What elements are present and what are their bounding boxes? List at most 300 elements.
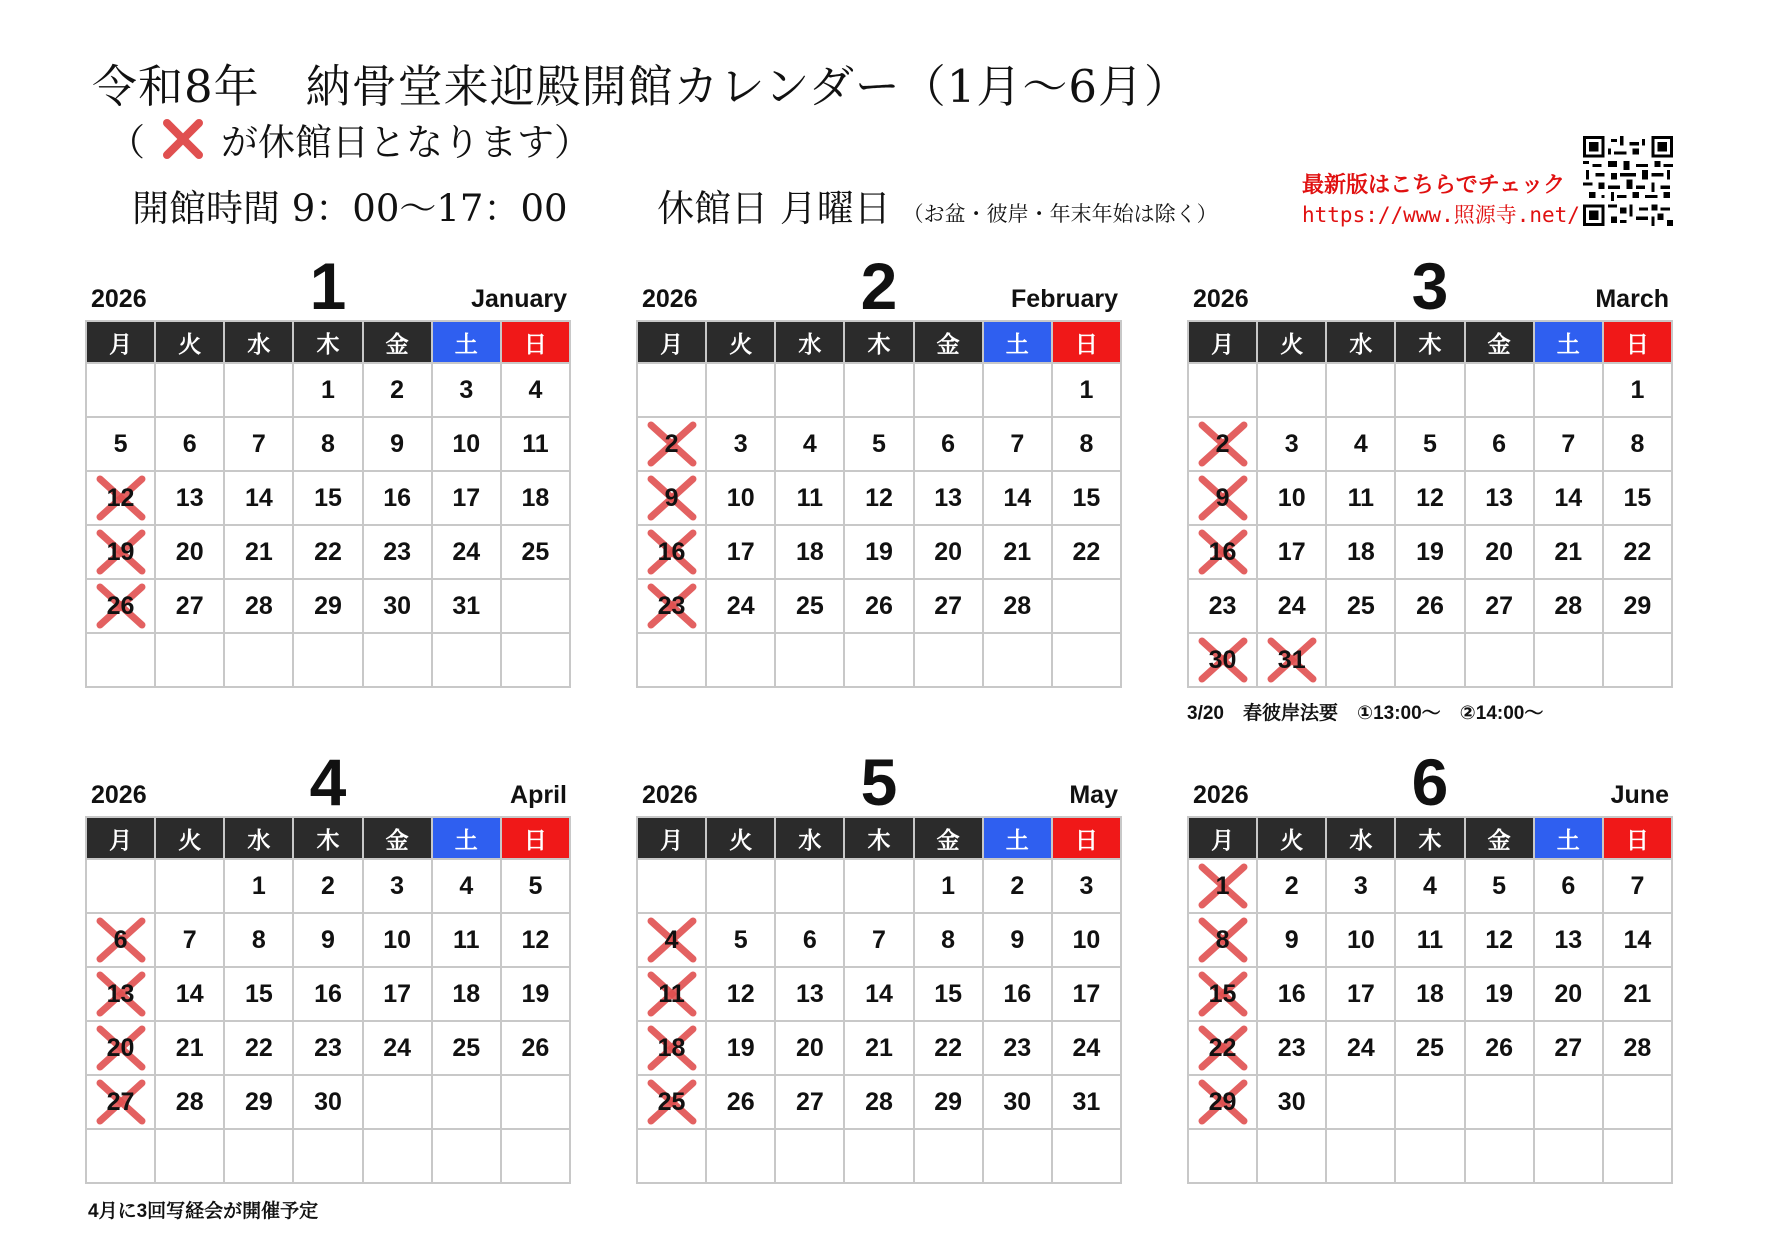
day-cell: 16 <box>1257 967 1326 1021</box>
closed-day-mark <box>643 915 701 965</box>
empty-cell <box>432 1129 501 1183</box>
day-number: 31 <box>1277 646 1306 674</box>
closed-day-mark <box>1194 915 1252 965</box>
weekday-header: 火 <box>1257 817 1326 859</box>
day-cell: 5 <box>1465 859 1534 913</box>
closed-day: 休館日 月曜日 <box>657 187 891 230</box>
week-row <box>86 579 570 633</box>
day-cell: 22 <box>914 1021 983 1075</box>
weekday-header: 日 <box>1052 817 1121 859</box>
empty-cell <box>224 1129 293 1183</box>
day-cell: 11 <box>432 913 501 967</box>
weekday-header: 水 <box>1326 817 1395 859</box>
week-row <box>86 913 570 967</box>
day-cell: 19 <box>1395 525 1464 579</box>
day-cell: 1 <box>1603 363 1672 417</box>
week-row <box>637 859 1121 913</box>
day-number: 22 <box>1208 1034 1237 1062</box>
day-number: 18 <box>657 1034 686 1062</box>
day-cell: 7 <box>983 417 1052 471</box>
latest-version-note: 最新版はこちらでチェック <box>1302 172 1566 198</box>
month-calendar <box>85 248 571 688</box>
empty-cell <box>983 363 1052 417</box>
empty-cell <box>501 633 570 687</box>
day-cell: 18 <box>775 525 844 579</box>
day-number: 2 <box>664 430 679 458</box>
weekday-header: 日 <box>1603 817 1672 859</box>
month-name: April <box>510 781 567 809</box>
day-cell: 15 <box>293 471 362 525</box>
closed-day-cell <box>1188 525 1257 579</box>
closed-day-mark <box>92 581 150 631</box>
calendar-table <box>1187 320 1673 688</box>
day-number: 8 <box>1215 926 1230 954</box>
week-row <box>637 417 1121 471</box>
day-cell: 17 <box>1257 525 1326 579</box>
empty-cell <box>293 1129 362 1183</box>
day-cell: 6 <box>775 913 844 967</box>
day-cell: 21 <box>844 1021 913 1075</box>
month-year: 2026 <box>91 285 147 313</box>
day-cell: 4 <box>1395 859 1464 913</box>
day-cell: 17 <box>432 471 501 525</box>
week-row <box>1188 967 1672 1021</box>
week-row <box>1188 525 1672 579</box>
month-number: 5 <box>860 745 898 819</box>
calendar-table <box>1187 816 1673 1184</box>
empty-cell <box>1534 1075 1603 1129</box>
empty-cell <box>501 1129 570 1183</box>
empty-cell <box>1395 633 1464 687</box>
day-cell: 16 <box>363 471 432 525</box>
day-cell: 31 <box>432 579 501 633</box>
day-cell: 1 <box>293 363 362 417</box>
day-cell: 15 <box>914 967 983 1021</box>
day-cell: 18 <box>1395 967 1464 1021</box>
weekday-header: 木 <box>1395 321 1464 363</box>
closed-day-cell <box>86 579 155 633</box>
day-cell: 4 <box>775 417 844 471</box>
month-calendar <box>1187 744 1673 1184</box>
calendar-table <box>85 816 571 1184</box>
day-number: 19 <box>106 538 135 566</box>
day-cell: 7 <box>155 913 224 967</box>
day-cell: 24 <box>1326 1021 1395 1075</box>
month-number: 2 <box>860 249 898 323</box>
weekday-header: 月 <box>86 817 155 859</box>
page-title: 令和8年 納骨堂来迎殿開館カレンダー（1月～6月） <box>92 60 1190 113</box>
day-cell: 10 <box>363 913 432 967</box>
weekday-header: 水 <box>775 321 844 363</box>
day-number: 27 <box>106 1088 135 1116</box>
day-cell: 12 <box>1395 471 1464 525</box>
empty-cell <box>637 633 706 687</box>
hours-row <box>132 178 1218 232</box>
weekday-header: 土 <box>432 817 501 859</box>
weekday-header: 水 <box>1326 321 1395 363</box>
empty-cell <box>224 633 293 687</box>
closed-day-mark <box>643 419 701 469</box>
closed-day-cell <box>1188 859 1257 913</box>
day-cell: 10 <box>432 417 501 471</box>
empty-cell <box>1603 1129 1672 1183</box>
day-cell: 21 <box>1603 967 1672 1021</box>
day-cell: 10 <box>1257 471 1326 525</box>
week-row <box>637 363 1121 417</box>
closed-day-mark <box>92 1077 150 1127</box>
day-cell: 18 <box>1326 525 1395 579</box>
empty-cell <box>706 1129 775 1183</box>
week-row <box>637 471 1121 525</box>
weekday-header: 水 <box>224 321 293 363</box>
month-number: 4 <box>309 745 347 819</box>
closed-day-cell <box>1188 1075 1257 1129</box>
day-cell: 5 <box>706 913 775 967</box>
closed-day-cell <box>86 967 155 1021</box>
weekday-header: 日 <box>501 817 570 859</box>
empty-cell <box>1395 1075 1464 1129</box>
empty-cell <box>363 1075 432 1129</box>
closed-day-mark <box>1194 1023 1252 1073</box>
week-row <box>86 1129 570 1183</box>
closed-day-cell <box>86 1075 155 1129</box>
day-cell: 14 <box>983 471 1052 525</box>
weekday-header: 金 <box>363 321 432 363</box>
empty-cell <box>637 363 706 417</box>
day-cell: 24 <box>363 1021 432 1075</box>
closed-day-cell <box>1188 417 1257 471</box>
closed-day-mark <box>643 527 701 577</box>
calendar-table <box>636 816 1122 1184</box>
day-cell: 3 <box>363 859 432 913</box>
empty-cell <box>1326 1129 1395 1183</box>
qr-code-icon[interactable] <box>1583 136 1673 226</box>
day-cell: 20 <box>914 525 983 579</box>
closed-legend <box>108 112 591 166</box>
empty-cell <box>155 633 224 687</box>
week-row <box>86 417 570 471</box>
weekday-header: 火 <box>155 321 224 363</box>
day-cell: 14 <box>1534 471 1603 525</box>
day-cell: 3 <box>1257 417 1326 471</box>
day-number: 16 <box>1208 538 1237 566</box>
month-calendar <box>1187 248 1673 688</box>
day-cell: 12 <box>706 967 775 1021</box>
day-cell: 11 <box>1326 471 1395 525</box>
week-row <box>1188 579 1672 633</box>
weekday-header: 木 <box>293 817 362 859</box>
closed-day-cell <box>1188 633 1257 687</box>
empty-cell <box>1326 633 1395 687</box>
day-cell: 9 <box>293 913 362 967</box>
month-calendar <box>85 744 571 1184</box>
day-cell: 14 <box>844 967 913 1021</box>
closed-day-mark <box>1263 635 1321 685</box>
closed-day-cell <box>86 913 155 967</box>
day-cell: 31 <box>1052 1075 1121 1129</box>
weekday-header: 火 <box>1257 321 1326 363</box>
empty-cell <box>1465 1129 1534 1183</box>
month-header <box>85 744 571 819</box>
weekday-header: 木 <box>1395 817 1464 859</box>
closed-day-mark <box>1194 969 1252 1019</box>
day-cell: 23 <box>293 1021 362 1075</box>
day-cell: 25 <box>775 579 844 633</box>
month-name: January <box>471 285 567 313</box>
day-cell: 21 <box>155 1021 224 1075</box>
day-cell: 23 <box>1188 579 1257 633</box>
day-cell: 1 <box>914 859 983 913</box>
week-row <box>1188 471 1672 525</box>
day-cell: 26 <box>1465 1021 1534 1075</box>
weekday-header: 金 <box>1465 321 1534 363</box>
day-cell: 28 <box>844 1075 913 1129</box>
closed-day-cell <box>1188 967 1257 1021</box>
weekday-header: 月 <box>637 321 706 363</box>
day-cell: 8 <box>224 913 293 967</box>
day-number: 29 <box>1208 1088 1237 1116</box>
closed-day-mark <box>92 1023 150 1073</box>
empty-cell <box>637 1129 706 1183</box>
empty-cell <box>706 859 775 913</box>
day-cell: 23 <box>983 1021 1052 1075</box>
empty-cell <box>1188 363 1257 417</box>
day-cell: 28 <box>155 1075 224 1129</box>
empty-cell <box>86 1129 155 1183</box>
empty-cell <box>775 363 844 417</box>
day-cell: 28 <box>983 579 1052 633</box>
month-year: 2026 <box>1193 781 1249 809</box>
closed-day-mark <box>1194 527 1252 577</box>
closed-day-cell <box>637 1075 706 1129</box>
empty-cell <box>155 363 224 417</box>
month-calendar <box>636 744 1122 1184</box>
month-year: 2026 <box>642 781 698 809</box>
day-cell: 5 <box>86 417 155 471</box>
day-cell: 13 <box>1465 471 1534 525</box>
day-cell: 1 <box>224 859 293 913</box>
day-cell: 5 <box>501 859 570 913</box>
empty-cell <box>844 1129 913 1183</box>
week-row <box>637 1021 1121 1075</box>
day-cell: 16 <box>983 967 1052 1021</box>
day-cell: 21 <box>1534 525 1603 579</box>
empty-cell <box>155 859 224 913</box>
weekday-header: 水 <box>224 817 293 859</box>
empty-cell <box>86 859 155 913</box>
weekday-header: 火 <box>706 817 775 859</box>
week-row <box>1188 859 1672 913</box>
day-cell: 29 <box>293 579 362 633</box>
week-row <box>1188 633 1672 687</box>
day-cell: 11 <box>1395 913 1464 967</box>
empty-cell <box>1052 633 1121 687</box>
week-row <box>1188 417 1672 471</box>
day-cell: 27 <box>775 1075 844 1129</box>
day-cell: 17 <box>363 967 432 1021</box>
empty-cell <box>983 633 1052 687</box>
legend-open-paren: （ <box>108 121 145 164</box>
day-cell: 17 <box>1052 967 1121 1021</box>
weekday-header: 日 <box>1052 321 1121 363</box>
day-cell: 30 <box>1257 1075 1326 1129</box>
empty-cell <box>1465 633 1534 687</box>
day-cell: 25 <box>1395 1021 1464 1075</box>
day-cell: 13 <box>914 471 983 525</box>
empty-cell <box>706 363 775 417</box>
day-cell: 13 <box>775 967 844 1021</box>
empty-cell <box>844 633 913 687</box>
day-cell: 6 <box>155 417 224 471</box>
day-cell: 26 <box>706 1075 775 1129</box>
closed-day-cell <box>1188 1021 1257 1075</box>
day-number: 25 <box>657 1088 686 1116</box>
month-header <box>636 248 1122 323</box>
day-number: 16 <box>657 538 686 566</box>
day-number: 30 <box>1208 646 1237 674</box>
day-cell: 18 <box>432 967 501 1021</box>
day-cell: 28 <box>1534 579 1603 633</box>
day-cell: 26 <box>501 1021 570 1075</box>
closed-day-mark <box>643 473 701 523</box>
day-cell: 3 <box>706 417 775 471</box>
day-number: 11 <box>658 980 685 1008</box>
month-header <box>636 744 1122 819</box>
march-note: 3/20 春彼岸法要 ①13:00～ ②14:00～ <box>1187 703 1544 724</box>
weekday-header: 月 <box>1188 817 1257 859</box>
day-cell: 16 <box>293 967 362 1021</box>
day-cell: 14 <box>1603 913 1672 967</box>
legend-text: が休館日となります） <box>221 121 591 164</box>
week-row <box>86 1075 570 1129</box>
closed-day-cell <box>637 1021 706 1075</box>
empty-cell <box>501 579 570 633</box>
day-cell: 24 <box>706 579 775 633</box>
empty-cell <box>1534 363 1603 417</box>
week-row <box>1188 1021 1672 1075</box>
day-cell: 19 <box>1465 967 1534 1021</box>
day-cell: 20 <box>775 1021 844 1075</box>
day-cell: 6 <box>914 417 983 471</box>
week-row <box>637 525 1121 579</box>
week-row <box>86 1021 570 1075</box>
closed-day-cell <box>86 471 155 525</box>
day-cell: 24 <box>432 525 501 579</box>
empty-cell <box>1465 363 1534 417</box>
day-cell: 14 <box>224 471 293 525</box>
weekday-header: 月 <box>637 817 706 859</box>
weekday-header: 月 <box>86 321 155 363</box>
day-cell: 8 <box>1603 417 1672 471</box>
week-row <box>637 633 1121 687</box>
day-number: 6 <box>113 926 128 954</box>
day-cell: 30 <box>293 1075 362 1129</box>
day-cell: 19 <box>844 525 913 579</box>
day-cell: 4 <box>1326 417 1395 471</box>
day-cell: 24 <box>1052 1021 1121 1075</box>
closed-day-cell <box>637 525 706 579</box>
day-cell: 7 <box>224 417 293 471</box>
day-cell: 15 <box>224 967 293 1021</box>
closed-day-mark <box>92 969 150 1019</box>
day-cell: 18 <box>501 471 570 525</box>
empty-cell <box>293 633 362 687</box>
weekday-header: 日 <box>1603 321 1672 363</box>
day-cell: 22 <box>1052 525 1121 579</box>
weekday-header: 土 <box>432 321 501 363</box>
day-cell: 2 <box>1257 859 1326 913</box>
website-url[interactable]: https://www.照源寺.net/ <box>1302 203 1580 227</box>
weekday-header: 水 <box>775 817 844 859</box>
day-cell: 5 <box>1395 417 1464 471</box>
empty-cell <box>363 633 432 687</box>
week-row <box>1188 1075 1672 1129</box>
calendar-table <box>85 320 571 688</box>
month-number: 3 <box>1411 249 1449 323</box>
weekday-header: 金 <box>1465 817 1534 859</box>
closed-day-mark <box>643 969 701 1019</box>
day-cell: 12 <box>844 471 913 525</box>
day-cell: 4 <box>432 859 501 913</box>
day-cell: 29 <box>224 1075 293 1129</box>
week-row <box>86 525 570 579</box>
empty-cell <box>86 633 155 687</box>
day-cell: 13 <box>1534 913 1603 967</box>
day-cell: 23 <box>1257 1021 1326 1075</box>
weekday-header: 火 <box>706 321 775 363</box>
closed-day-cell <box>1257 633 1326 687</box>
closed-day-mark <box>92 915 150 965</box>
empty-cell <box>1603 633 1672 687</box>
empty-cell <box>1326 363 1395 417</box>
week-row <box>86 633 570 687</box>
empty-cell <box>1257 363 1326 417</box>
day-cell: 8 <box>293 417 362 471</box>
empty-cell <box>706 633 775 687</box>
weekday-header: 木 <box>293 321 362 363</box>
day-cell: 20 <box>1465 525 1534 579</box>
empty-cell <box>1603 1075 1672 1129</box>
closed-day-mark <box>92 527 150 577</box>
week-row <box>637 967 1121 1021</box>
closed-day-cell <box>637 471 706 525</box>
day-cell: 7 <box>844 913 913 967</box>
closed-day-cell <box>637 967 706 1021</box>
day-cell: 27 <box>1534 1021 1603 1075</box>
day-cell: 15 <box>1603 471 1672 525</box>
day-cell: 3 <box>1052 859 1121 913</box>
day-cell: 12 <box>501 913 570 967</box>
day-cell: 10 <box>1052 913 1121 967</box>
closed-day-cell <box>637 913 706 967</box>
weekday-header: 金 <box>914 817 983 859</box>
day-cell: 26 <box>1395 579 1464 633</box>
week-row <box>86 363 570 417</box>
day-cell: 30 <box>983 1075 1052 1129</box>
day-cell: 19 <box>706 1021 775 1075</box>
day-cell: 4 <box>501 363 570 417</box>
day-cell: 11 <box>775 471 844 525</box>
closed-day-mark <box>1194 1077 1252 1127</box>
day-cell: 10 <box>1326 913 1395 967</box>
day-number: 9 <box>1215 484 1230 512</box>
week-row <box>86 859 570 913</box>
closed-day-mark <box>1194 473 1252 523</box>
weekday-header: 月 <box>1188 321 1257 363</box>
day-cell: 2 <box>983 859 1052 913</box>
weekday-header: 土 <box>1534 321 1603 363</box>
day-cell: 22 <box>293 525 362 579</box>
